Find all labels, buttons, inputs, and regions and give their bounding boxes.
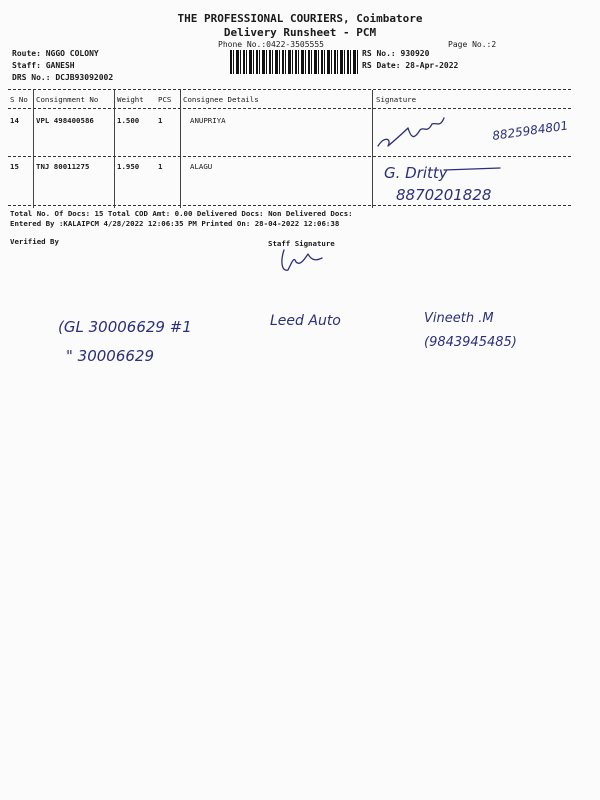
col-sno: S No xyxy=(10,95,28,104)
staff-signature-label: Staff Signature xyxy=(268,239,335,248)
row15-weight: 1.950 xyxy=(117,162,140,171)
staff: Staff: GANESH xyxy=(12,61,75,70)
row14-signature xyxy=(378,118,444,146)
row15-pcs: 1 xyxy=(158,162,163,171)
row15-consignee: ALAGU xyxy=(190,162,213,171)
row15-phone: 8870201828 xyxy=(396,186,492,204)
note-name: Vineeth .M xyxy=(424,311,494,326)
verified-by: Verified By xyxy=(10,237,59,246)
col-consignment: Consignment No xyxy=(36,95,99,104)
row15-name: G. Dritty xyxy=(384,164,448,182)
col-signature: Signature xyxy=(376,95,417,104)
company-name: THE PROFESSIONAL COURIERS, Coimbatore xyxy=(177,12,423,25)
row14-consignee: ANUPRIYA xyxy=(190,116,226,125)
rs-number: RS No.: 930920 xyxy=(362,49,430,58)
entered-printed-line: Entered By :KALAIPCM 4/28/2022 12:06:35 PM Printed On: 28-04-2022 12:06:38 xyxy=(10,219,340,228)
phone-number: Phone No.:0422-3505555 xyxy=(218,40,324,49)
note-ref: " 30006629 xyxy=(66,347,155,365)
rs-date: RS Date: 28-Apr-2022 xyxy=(362,61,459,70)
staff-signature xyxy=(282,250,322,270)
row14-sno: 14 xyxy=(10,116,19,125)
note-lead-auto: Leed Auto xyxy=(270,313,341,329)
row15-sno: 15 xyxy=(10,162,19,171)
col-weight: Weight xyxy=(117,95,144,104)
note-phone: (9843945485) xyxy=(424,335,517,350)
row14-consignment: VPL 498400586 xyxy=(36,116,94,125)
route: Route: NGGO COLONY xyxy=(12,49,99,58)
totals-line: Total No. Of Docs: 15 Total COD Amt: 0.00 Delivered Docs: Non Delivered Docs: xyxy=(10,209,353,218)
row15-consignment: TNJ 80011275 xyxy=(36,162,90,171)
col-consignee: Consignee Details xyxy=(183,95,259,104)
col-pcs: PCS xyxy=(158,95,172,104)
row14-weight: 1.500 xyxy=(117,116,140,125)
row14-pcs: 1 xyxy=(158,116,163,125)
note-gl: (GL 30006629 #1 xyxy=(58,318,192,336)
row14-phone: 8825984801 xyxy=(491,118,570,143)
page-number: Page No.:2 xyxy=(448,40,497,49)
drs-number: DRS No.: DCJB93092002 xyxy=(12,73,114,82)
document-title: Delivery Runsheet - PCM xyxy=(223,26,377,39)
